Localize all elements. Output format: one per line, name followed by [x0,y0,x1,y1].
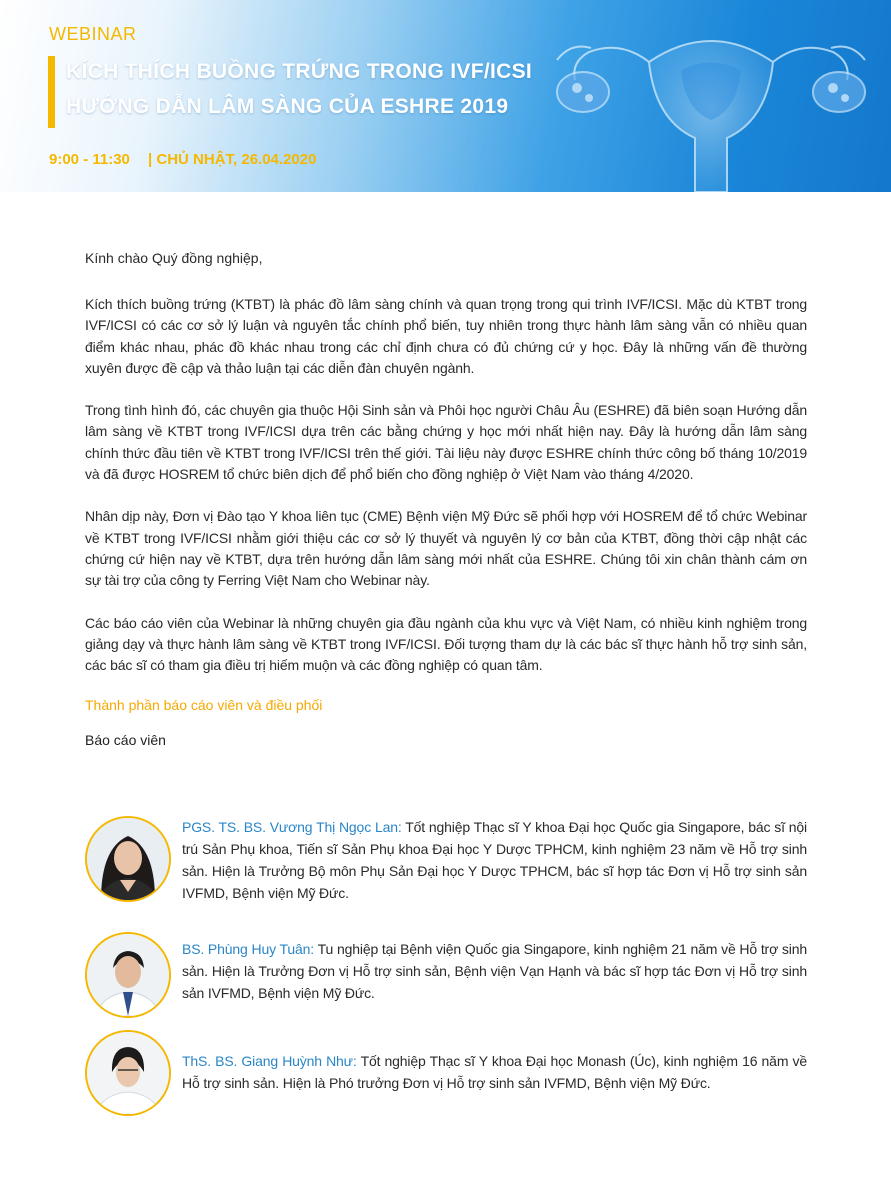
speaker-photo [85,932,171,1018]
speaker-name: PGS. TS. BS. Vương Thị Ngọc Lan: [182,819,402,835]
speaker-bio [182,1050,807,1094]
paragraph-intro: Kích thích buồng trứng (KTBT) là phác đồ lâm sàng chính và quan trọng trong qui trình IVF/ICSI. Mặc dù KTBT trong IVF/ICSI có các cơ sở lý luận và nguyên tắc chính phổ biến, tuy nhiên trong thực hành lâm sàng vẫn có nhiều quan điểm khác nhau, phác đồ khác nhau trong các chỉ định chưa có đủ chứng cứ y học. Đây là những vấn đề thường xuyên được đề cập và thảo luận tại các diễn đàn chuyên ngành. [85,296,807,376]
speaker-bio [182,938,807,1004]
event-time: 9:00 - 11:30 [49,151,130,168]
speaker-photo [85,1030,171,1116]
paragraph-speakers: Các báo cáo viên của Webinar là những chuyên gia đầu ngành của khu vực và Việt Nam, có nhiều kinh nghiệm trong giảng dạy và thực hành lâm sàng về KTBT trong IVF/ICSI. Đối tượng tham dự là các bác sĩ thực hành hỗ trợ sinh sản, các bác sĩ có tham gia điều trị hiếm muộn và các đồng nghiệp có quan tâm. [85,614,807,674]
speaker-description: Tốt nghiệp Thạc sĩ Y khoa Đại học Monash (Úc), kinh nghiệm 16 năm về Hỗ trợ sinh sản. Hiện là Phó trưởng Đơn vị Hỗ trợ sinh sản IVFMD, Bệnh viện Mỹ Đức. [182,1053,807,1091]
webinar-banner [0,0,891,192]
speaker-item [85,816,807,908]
speaker-bio [182,816,807,904]
uterus-illustration [531,0,891,192]
speaker-item [85,932,807,1020]
paragraph-eshre: Trong tình hình đó, các chuyên gia thuộc Hội Sinh sản và Phôi học người Châu Âu (ESHRE) đã biên soạn Hướng dẫn lâm sàng về KTBT trong IVF/ICSI dựa trên các bằng chứng y học mới nhất hiện nay. Đây là hướng dẫn lâm sàng chính thức đầu tiên về KTBT trong IVF/ICSI trên thế giới. Tài liệu này được ESHRE chính thức công bố tháng 10/2019 và đã được HOSREM tổ chức biên dịch để phổ biến cho đồng nghiệp ở Việt Nam vào tháng 4/2020. [85,402,807,483]
section-heading: Thành phần báo cáo viên và điều phối [85,697,323,714]
speakers-heading: Báo cáo viên [85,732,166,749]
title-accent-bar [48,56,55,128]
speaker-item [85,1030,807,1118]
letter-body [85,248,807,766]
event-title-line-2: HƯỚNG DẪN LÂM SÀNG CỦA ESHRE 2019 [66,95,509,118]
speaker-name: BS. Phùng Huy Tuân: [182,941,315,957]
speaker-name: ThS. BS. Giang Huỳnh Như: [182,1053,357,1069]
speaker-photo [85,816,171,902]
speaker-description: Tu nghiệp tại Bệnh viện Quốc gia Singapore, kinh nghiệm 21 năm về Hỗ trợ sinh sản. Hiện là Trưởng Đơn vị Hỗ trợ sinh sản, Bệnh viện Vạn Hạnh và bác sĩ hợp tác Đơn vị Hỗ trợ sinh sản IVFMD, Bệnh viện Mỹ Đức. [182,941,808,1001]
greeting: Kính chào Quý đồng nghiệp, [85,250,263,266]
event-title-line-1: KÍCH THÍCH BUỒNG TRỨNG TRONG IVF/ICSI [66,60,533,83]
event-date: | CHỦ NHẬT, 26.04.2020 [148,151,317,168]
webinar-label: WEBINAR [49,24,137,44]
paragraph-webinar: Nhân dịp này, Đơn vị Đào tạo Y khoa liên tục (CME) Bệnh viện Mỹ Đức sẽ phối hợp với HOSREM để tổ chức Webinar về KTBT trong IVF/ICSI nhằm giới thiệu các cơ sở lý thuyết và nguyên lý cơ bản của KTBT, đồng thời cập nhật các chứng cứ hiện nay về KTBT, dựa trên hướng dẫn lâm sàng mới nhất của ESHRE. Chúng tôi xin chân thành cám ơn sự tài trợ của công ty Ferring Việt Nam cho Webinar này. [85,508,807,589]
speaker-description: Tốt nghiệp Thạc sĩ Y khoa Đại học Quốc gia Singapore, bác sĩ nội trú Sản Phụ khoa, Tiến sĩ Sản Phụ khoa Đại học Y Dược TPHCM, kinh nghiệm 23 năm về Hỗ trợ sinh sản. Hiện là Trưởng Bộ môn Phụ Sản Đại học Y Dược TPHCM, bác sĩ hợp tác Đơn vị Hỗ trợ sinh sản IVFMD, Bệnh viện Mỹ Đức. [182,819,807,901]
